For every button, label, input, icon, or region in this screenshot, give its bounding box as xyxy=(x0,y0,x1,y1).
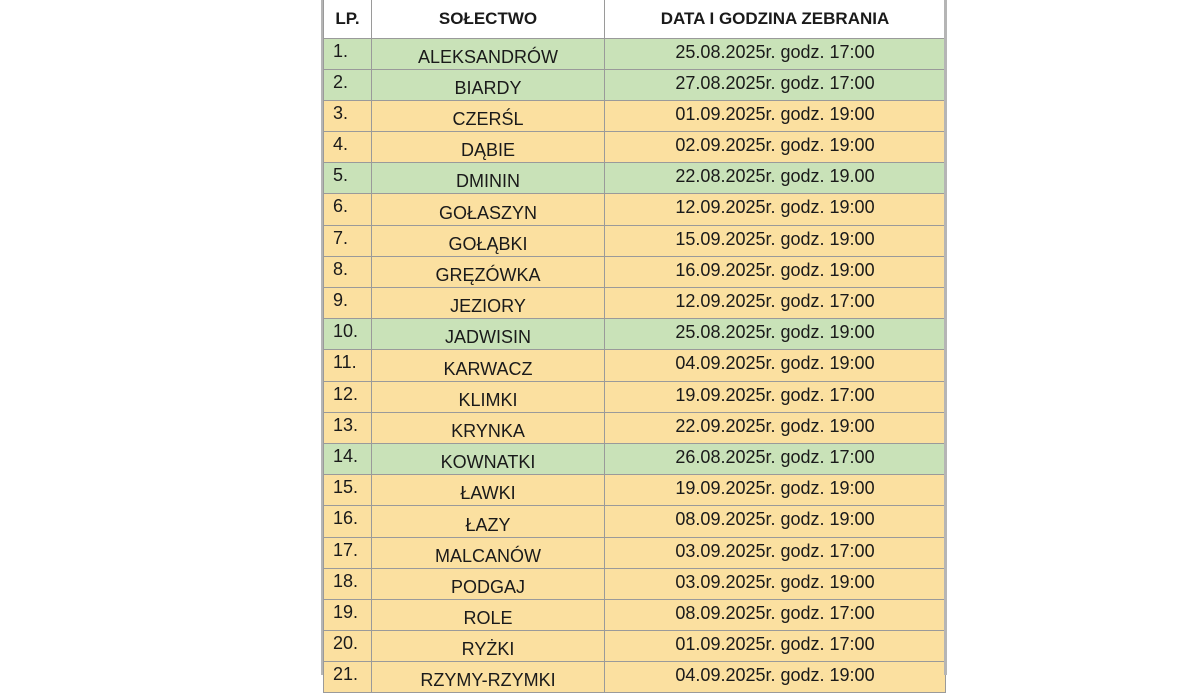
table-row xyxy=(324,288,946,319)
header-lp: LP. xyxy=(324,0,372,38)
table-row xyxy=(324,506,946,537)
cell-date-time: 03.09.2025r. godz. 19:00 xyxy=(605,568,946,599)
table-row xyxy=(324,256,946,287)
cell-lp: 4. xyxy=(324,132,372,163)
cell-date-time: 22.09.2025r. godz. 19:00 xyxy=(605,412,946,443)
cell-date-time: 08.09.2025r. godz. 17:00 xyxy=(605,599,946,630)
cell-date-time: 12.09.2025r. godz. 19:00 xyxy=(605,194,946,225)
cell-date-time: 25.08.2025r. godz. 17:00 xyxy=(605,38,946,69)
table-row xyxy=(324,132,946,163)
cell-date-time: 01.09.2025r. godz. 19:00 xyxy=(605,100,946,131)
cell-lp: 6. xyxy=(324,194,372,225)
cell-date-time: 01.09.2025r. godz. 17:00 xyxy=(605,631,946,662)
cell-lp: 13. xyxy=(324,412,372,443)
cell-solectwo: BIARDY xyxy=(372,69,605,100)
cell-date-time: 25.08.2025r. godz. 19:00 xyxy=(605,319,946,350)
meeting-schedule-table xyxy=(323,0,946,693)
table-row xyxy=(324,194,946,225)
cell-lp: 19. xyxy=(324,599,372,630)
cell-solectwo: PODGAJ xyxy=(372,568,605,599)
cell-solectwo: ROLE xyxy=(372,599,605,630)
cell-date-time: 19.09.2025r. godz. 19:00 xyxy=(605,475,946,506)
cell-solectwo: MALCANÓW xyxy=(372,537,605,568)
meeting-schedule-table-wrap xyxy=(323,0,945,693)
cell-lp: 9. xyxy=(324,288,372,319)
cell-lp: 21. xyxy=(324,662,372,693)
cell-date-time: 15.09.2025r. godz. 19:00 xyxy=(605,225,946,256)
cell-date-time: 19.09.2025r. godz. 17:00 xyxy=(605,381,946,412)
cell-solectwo: RYŻKI xyxy=(372,631,605,662)
table-row xyxy=(324,537,946,568)
cell-lp: 17. xyxy=(324,537,372,568)
cell-date-time: 04.09.2025r. godz. 19:00 xyxy=(605,350,946,381)
table-body xyxy=(324,38,946,693)
cell-lp: 2. xyxy=(324,69,372,100)
cell-solectwo: KRYNKA xyxy=(372,412,605,443)
cell-lp: 5. xyxy=(324,163,372,194)
cell-lp: 11. xyxy=(324,350,372,381)
table-row xyxy=(324,662,946,693)
cell-solectwo: GRĘZÓWKA xyxy=(372,256,605,287)
cell-lp: 18. xyxy=(324,568,372,599)
cell-date-time: 02.09.2025r. godz. 19:00 xyxy=(605,132,946,163)
cell-lp: 14. xyxy=(324,443,372,474)
cell-lp: 1. xyxy=(324,38,372,69)
header-solectwo: SOŁECTWO xyxy=(372,0,605,38)
cell-solectwo: ŁAZY xyxy=(372,506,605,537)
table-row xyxy=(324,319,946,350)
cell-date-time: 26.08.2025r. godz. 17:00 xyxy=(605,443,946,474)
table-row xyxy=(324,631,946,662)
table-row xyxy=(324,599,946,630)
table-row xyxy=(324,69,946,100)
cell-solectwo: KARWACZ xyxy=(372,350,605,381)
cell-solectwo: DMININ xyxy=(372,163,605,194)
cell-date-time: 22.08.2025r. godz. 19.00 xyxy=(605,163,946,194)
cell-lp: 12. xyxy=(324,381,372,412)
cell-solectwo: GOŁASZYN xyxy=(372,194,605,225)
table-row xyxy=(324,568,946,599)
cell-solectwo: KOWNATKI xyxy=(372,443,605,474)
cell-solectwo: JEZIORY xyxy=(372,288,605,319)
table-row xyxy=(324,225,946,256)
cell-date-time: 16.09.2025r. godz. 19:00 xyxy=(605,256,946,287)
cell-solectwo: GOŁĄBKI xyxy=(372,225,605,256)
table-row xyxy=(324,100,946,131)
cell-date-time: 03.09.2025r. godz. 17:00 xyxy=(605,537,946,568)
cell-lp: 7. xyxy=(324,225,372,256)
table-header-row xyxy=(324,0,946,38)
cell-lp: 3. xyxy=(324,100,372,131)
cell-solectwo: KLIMKI xyxy=(372,381,605,412)
cell-solectwo: CZERŚL xyxy=(372,100,605,131)
table-row xyxy=(324,163,946,194)
table-row xyxy=(324,38,946,69)
cell-solectwo: ŁAWKI xyxy=(372,475,605,506)
cell-date-time: 27.08.2025r. godz. 17:00 xyxy=(605,69,946,100)
table-row xyxy=(324,443,946,474)
table-row xyxy=(324,412,946,443)
cell-solectwo: RZYMY-RZYMKI xyxy=(372,662,605,693)
cell-solectwo: JADWISIN xyxy=(372,319,605,350)
header-date-time: DATA I GODZINA ZEBRANIA xyxy=(605,0,946,38)
cell-lp: 20. xyxy=(324,631,372,662)
cell-lp: 8. xyxy=(324,256,372,287)
cell-lp: 16. xyxy=(324,506,372,537)
cell-date-time: 08.09.2025r. godz. 19:00 xyxy=(605,506,946,537)
table-row xyxy=(324,381,946,412)
cell-solectwo: ALEKSANDRÓW xyxy=(372,38,605,69)
table-row xyxy=(324,475,946,506)
cell-lp: 15. xyxy=(324,475,372,506)
table-right-border xyxy=(944,0,947,675)
cell-date-time: 12.09.2025r. godz. 17:00 xyxy=(605,288,946,319)
cell-lp: 10. xyxy=(324,319,372,350)
cell-date-time: 04.09.2025r. godz. 19:00 xyxy=(605,662,946,693)
table-row xyxy=(324,350,946,381)
cell-solectwo: DĄBIE xyxy=(372,132,605,163)
